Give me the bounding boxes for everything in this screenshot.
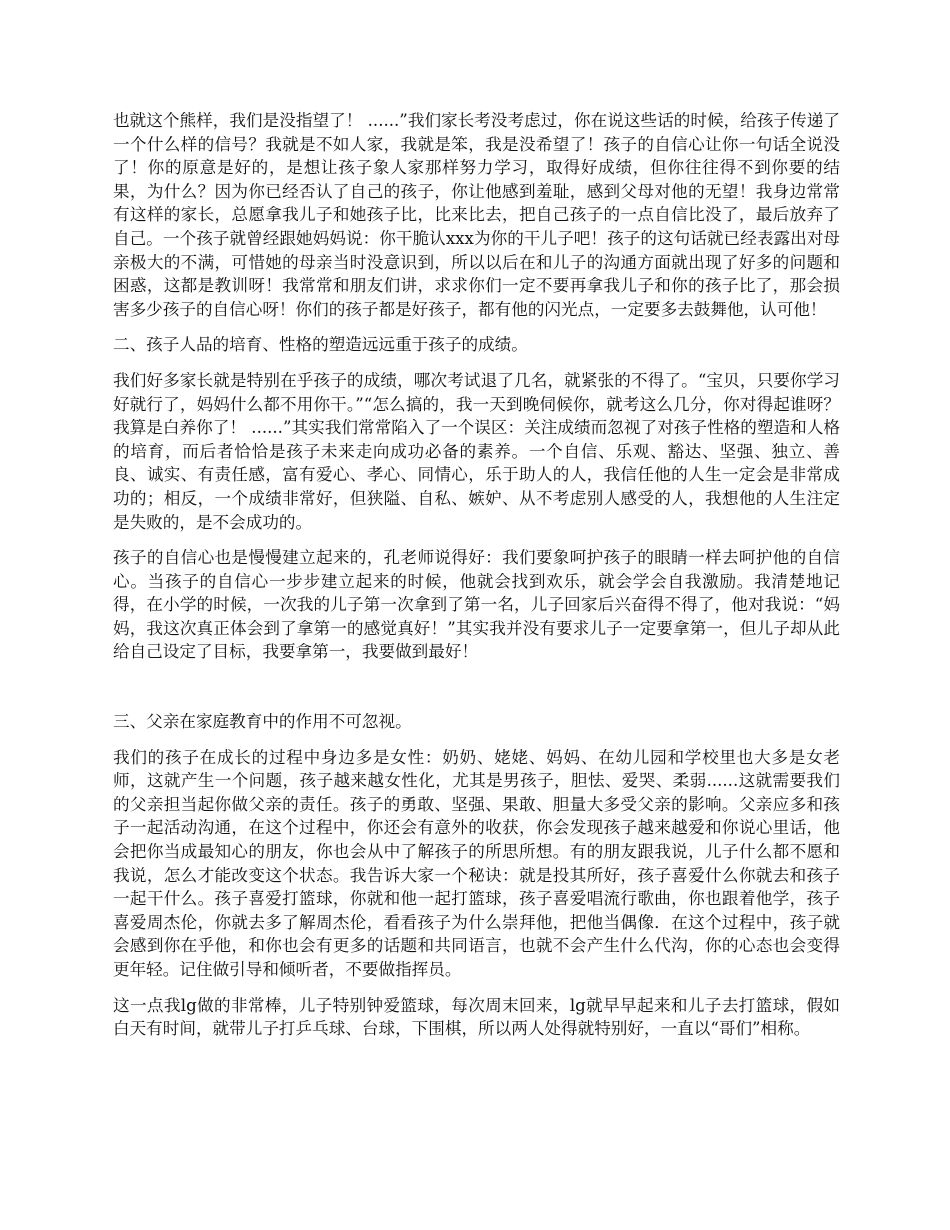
section-heading-character: 二、孩子人品的培育、性格的塑造远远重于孩子的成绩。: [113, 335, 528, 355]
document-body: [113, 109, 840, 1053]
section-spacer: [113, 676, 840, 710]
paragraph-father-role: 我们的孩子在成长的过程中身边多是女性：奶奶、姥姥、妈妈、在幼儿园和学校里也大多是女老师，这就产生一个问题，孩子越来越女性化，尤其是男孩子，胆怯、爱哭、柔弱......这就需要我们的父亲担当起你做父亲的责任。孩子的勇敢、坚强、果敢、胆量大多受父亲的影响。父亲应多和孩子一起活动沟通，在这个过程中，你还会有意外的收获，你会发现孩子越来越爱和你说心里话，他会把你当成最知心的朋友，你也会从中了解孩子的所思所想。有的朋友跟我说，儿子什么都不愿和我说，怎么才能改变这个状态。我告诉大家一个秘诀：就是投其所好，孩子喜爱什么你就去和孩子一起干什么。孩子喜爱打篮球，你就和他一起打篮球，孩子喜爱唱流行歌曲，你也跟着他学，孩子喜爱周杰伦，你就去多了解周杰伦，看看孩子为什么崇拜他，把他当偶像．在这个过程中，孩子就会感到你在乎他，和你也会有更多的话题和共同语言，也就不会产生什么代沟，你的心态也会变得更年轻。记住做引导和倾听者，不要做指挥员。: [113, 747, 840, 979]
paragraph-grades-vs-character: 我们好多家长就是特别在乎孩子的成绩，哪次考试退了几名，就紧张的不得了。“宝贝，只要你学习好就行了，妈妈什么都不用你干。”“怎么搞的，我一天到晚伺候你，就考这么几分，你对得起谁呀？我算是白养你了！ ......”其实我们常常陷入了一个误区：关注成绩而忽视了对孩子性格的塑造和人格的培育，而后者恰恰是孩子未来走向成功必备的素养。一个自信、乐观、豁达、坚强、独立、善良、诚实、有责任感，富有爱心、孝心、同情心，乐于助人的人，我信任他的人生一定会是非常成功的；相反，一个成绩非常好，但狭隘、自私、嫉妒、从不考虑别人感受的人，我想他的人生注定是失败的，是不会成功的。: [113, 370, 840, 532]
paragraph-building-confidence: 孩子的自信心也是慢慢建立起来的，孔老师说得好：我们要象呵护孩子的眼睛一样去呵护他的自信心。当孩子的自信心一步步建立起来的时候，他就会找到欢乐，就会学会自我激励。我清楚地记得，在小学的时候，一次我的儿子第一次拿到了第一名，儿子回家后兴奋得不得了，他对我说：“妈妈，我这次真正体会到了拿第一的感觉真好！”其实我并没有要求儿子一定要拿第一，但儿子却从此给自己设定了目标，我要拿第一，我要做到最好！: [113, 548, 840, 662]
section-heading-father: 三、父亲在家庭教育中的作用不可忽视。: [113, 712, 412, 732]
paragraph-confidence-comparison: 也就这个熊样，我们是没指望了！ ......”我们家长考没考虑过，你在说这些话的时候，给孩子传递了一个什么样的信号？我就是不如人家，我就是笨，我是没希望了！孩子的自信心让你一句话全说没了！你的原意是好的，是想让孩子象人家那样努力学习，取得好成绩，但你往往得不到你要的结果，为什么？因为你已经否认了自己的孩子，你让他感到羞耻，感到父母对他的无望！我身边常常有这样的家长，总愿拿我儿子和她孩子比，比来比去，把自己孩子的一点自信比没了，最后放弃了自己。一个孩子就曾经跟她妈妈说：你干脆认xxx为你的干儿子吧！孩子的这句话就已经表露出对母亲极大的不满，可惜她的母亲当时没意识到，所以以后在和儿子的沟通方面就出现了好多的问题和困惑，这都是教训呀！我常常和朋友们讲，求求你们一定不要再拿我儿子和你的孩子比了，那会损害多少孩子的自信心呀！你们的孩子都是好孩子，都有他的闪光点，一定要多去鼓舞他，认可他！: [113, 111, 840, 319]
paragraph-father-example: 这一点我lg做的非常棒，儿子特别钟爱篮球，每次周末回来，lg就早早起来和儿子去打篮球，假如白天有时间，就带儿子打乒乓球、台球，下围棋，所以两人处得就特别好，一直以“哥们”相称。: [113, 995, 840, 1039]
